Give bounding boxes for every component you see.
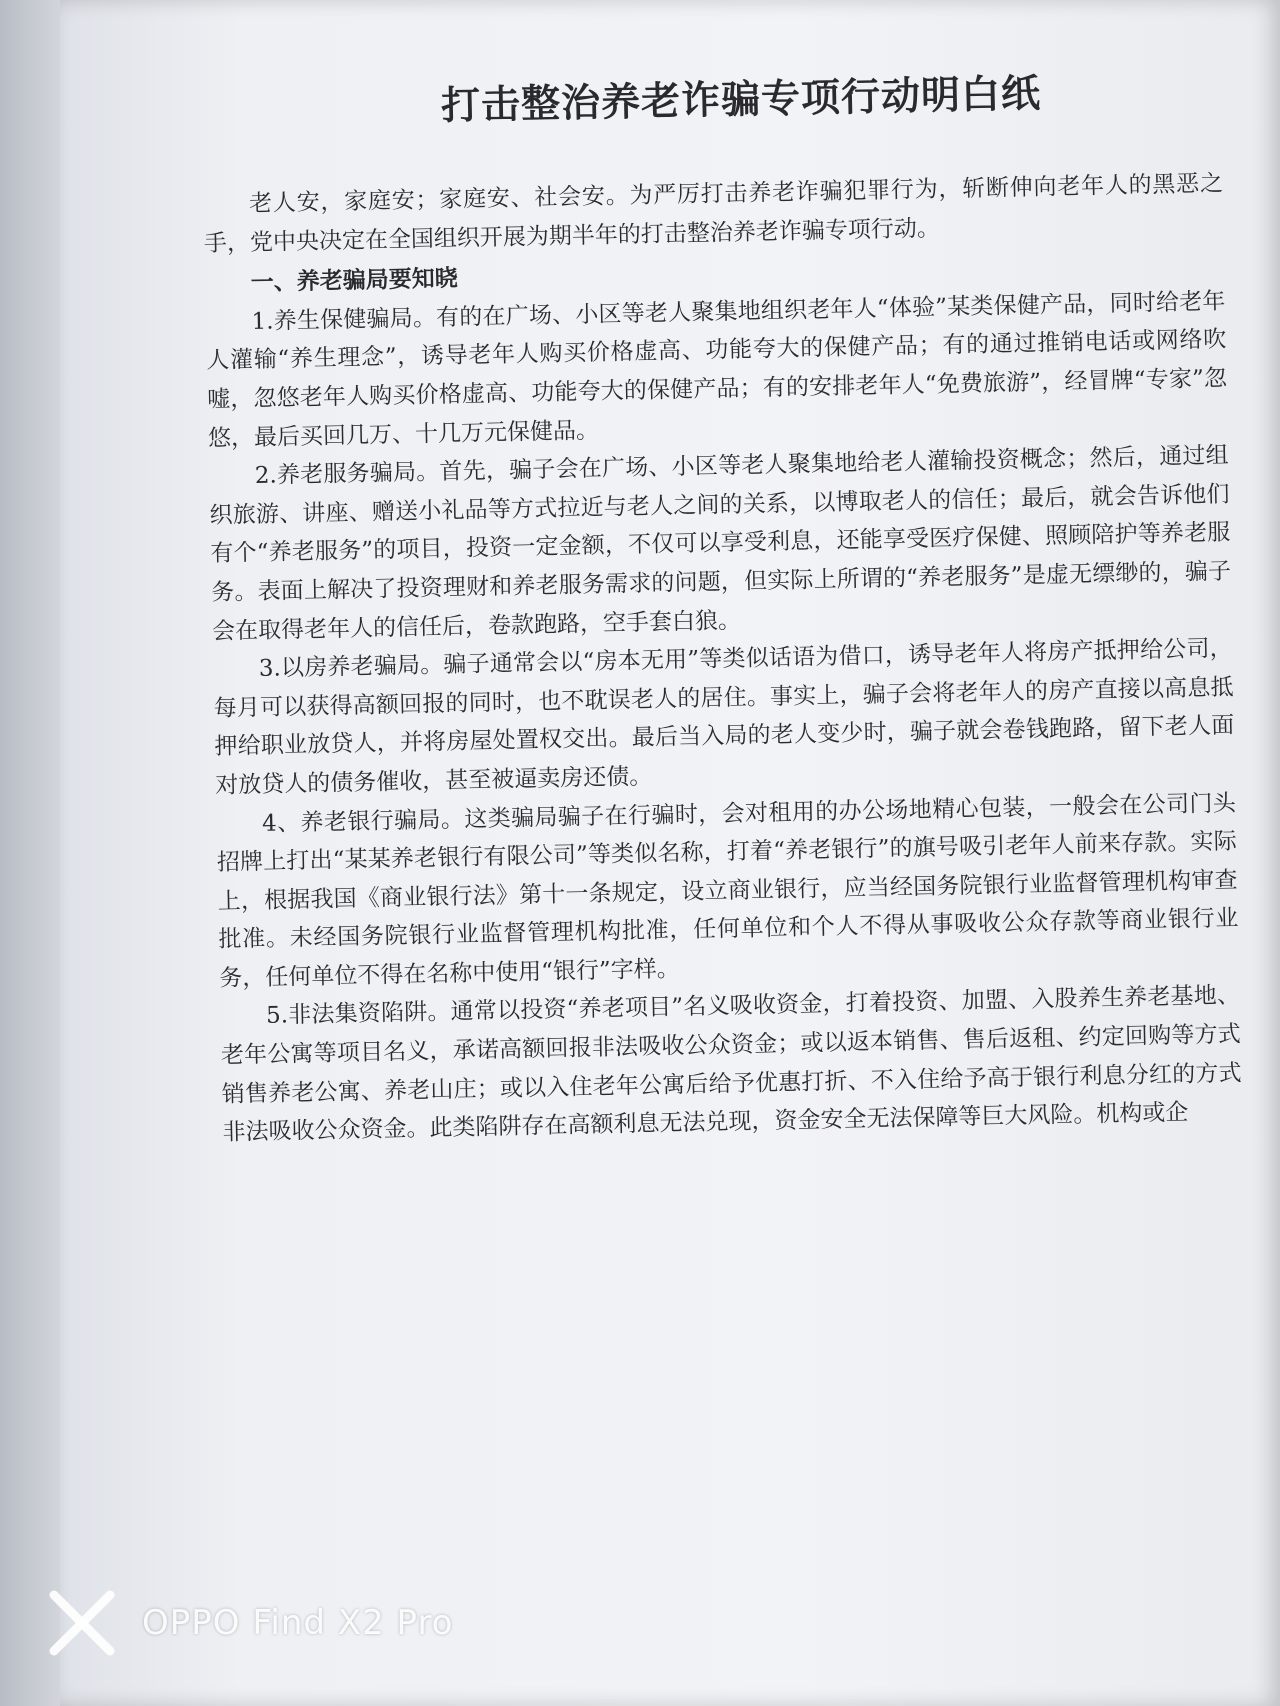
section-heading: 一、养老骗局要知晓 (250, 264, 459, 297)
watermark-text: OPPO Find X2 Pro (142, 1603, 454, 1643)
item-paragraph-2: 2.养老服务骗局。首先，骗子会在广场、小区等老人聚集地给老人灌输投资概念；然后，通过组织旅游、讲座、赠送小礼品等方式拉近与老人之间的关系，以博取老人的信任；最后，就会告诉他们有个“养老服务”的项目，投资一定金额，不仅可以享受利息，还能享受医疗保健、照顾陪护等养老服务。表面上解决了投资理财和养老服务需求的问题，但实际上所谓的“养老服务”是虚无缥缈的，骗子会在取得老年人的信任后，卷款跑路，空手套白狼。 (209, 442, 1232, 645)
item-paragraph-3: 3.以房养老骗局。骗子通常会以“房本无用”等类似话语为借口，诱导老年人将房产抵押给公司，每月可以获得高额回报的同时，也不耽误老人的居住。事实上，骗子会将老年人的房产直接以高息抵押给职业放贷人，并将房屋处置权交出。最后当入局的老人变少时，骗子就会卷钱跑路，留下老人面对放贷人的债务催收，甚至被逼卖房还债。 (213, 635, 1235, 799)
background-surface (0, 0, 60, 1706)
document-title: 打击整治养老诈骗专项行动明白纸 (440, 70, 1042, 129)
item-paragraph-1: 1.养生保健骗局。有的在广场、小区等老人聚集地组织老年人“体验”某类保健产品，同时给老年人灌输“养生理念”，诱导老年人购买价格虚高、功能夸大的保健产品；有的通过推销电话或网络吹嘘，忽悠老年人购买价格虚高、功能夸大的保健产品；有的安排老年人“免费旅游”，经冒牌“专家”忽悠，最后买回几万、十几万元保健品。 (206, 288, 1228, 452)
document-body (200, 34, 1243, 1153)
item-paragraph-5: 5.非法集资陷阱。通常以投资“养老项目”名义吸收资金，打着投资、加盟、入股养生养老基地、老年公寓等项目名义，承诺高额回报非法吸收公众资金；或以返本销售、售后返租、约定回购等方式销售养老公寓、养老山庄；或以入住老年公寓后给予优惠打折、不入住给予高于银行利息分红的方式非法吸收公众资金。此类陷阱存在高额利息无法兑现，资金安全无法保障等巨大风险。机构或企 (220, 982, 1242, 1147)
camera-watermark (44, 1585, 453, 1661)
oppo-x-logo-icon (44, 1585, 120, 1661)
intro-paragraph: 老人安，家庭安；家庭安、社会安。为严厉打击养老诈骗犯罪行为，斩断伸向老年人的黑恶之手，党中央决定在全国组织开展为期半年的打击整治养老诈骗专项行动。 (203, 170, 1224, 257)
item-paragraph-4: 4、养老银行骗局。这类骗局骗子在行骗时，会对租用的办公场地精心包装，一般会在公司门头招牌上打出“某某养老银行有限公司”等类似名称，打着“养老银行”的旗号吸引老年人前来存款。实际上，根据我国《商业银行法》第十一条规定，设立商业银行，应当经国务院银行业监督管理机构审查批准。未经国务院银行业监督管理机构批准，任何单位和个人不得从事吸收公众存款等商业银行业务，任何单位不得在名称中使用“银行”字样。 (216, 789, 1239, 992)
